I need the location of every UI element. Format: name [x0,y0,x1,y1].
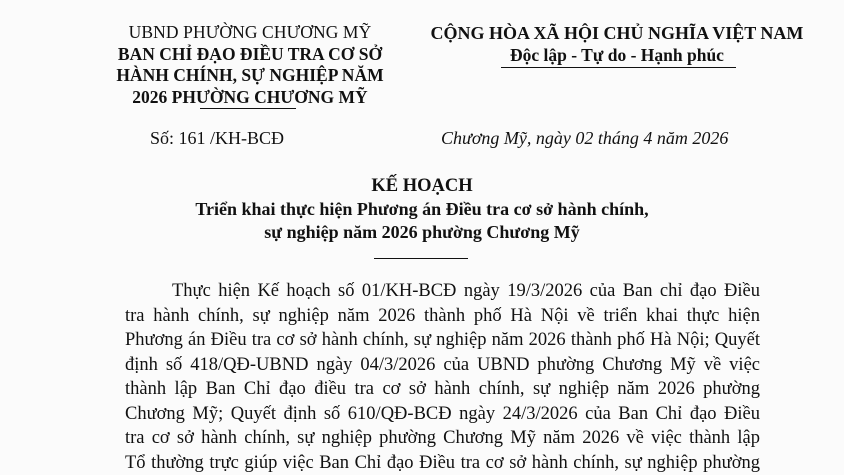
issuing-authority-header [60,22,440,108]
body-line: tra hành chính, sự nghiệp năm 2026 thành phố Hà Nội về triển khai thực hiện [125,305,760,326]
motto-underline [501,67,736,68]
body-line: Thực hiện Kế hoạch số 01/KH-BCĐ ngày 19/3/2026 của Ban chỉ đạo Điều [172,281,760,301]
body-line: định số 418/QĐ-UBND ngày 04/3/2026 của UBND phường Chương Mỹ về việc [125,354,760,375]
body-line: Tổ thường trực giúp việc Ban Chỉ đạo Điều tra cơ sở hành chính, sự nghiệp phường [125,452,760,473]
nation-name: CỘNG HÒA XÃ HỘI CHỦ NGHĨA VIỆT NAM [430,23,804,43]
national-motto: Độc lập - Tự do - Hạnh phúc [510,45,724,65]
national-header [412,22,822,66]
title-underline [374,258,468,259]
document-subtitle-line-2: sự nghiệp năm 2026 phường Chương Mỹ [264,222,580,242]
document-date: Chương Mỹ, ngày 02 tháng 4 năm 2026 [441,128,729,148]
committee-name-line-1: BAN CHỈ ĐẠO ĐIỀU TRA CƠ SỞ [117,43,383,64]
document-subtitle-line-1: Triển khai thực hiện Phương án Điều tra cơ sở hành chính, [195,199,649,219]
document-number: Số: 161 /KH-BCĐ [150,128,285,148]
authority-underline [200,108,296,109]
body-line: thành lập Ban Chỉ đạo điều tra cơ sở hành chính, sự nghiệp năm 2026 phường [125,379,760,399]
body-paragraph [125,279,760,475]
committee-name-line-2: HÀNH CHÍNH, SỰ NGHIỆP NĂM [116,65,384,85]
document-title: KẾ HOẠCH [371,176,473,196]
authority-name: UBND PHƯỜNG CHƯƠNG MỸ [128,22,372,42]
body-line: Phương án Điều tra cơ sở hành chính, sự nghiệp năm 2026 thành phố Hà Nội; Quyết [125,330,760,350]
body-line: tra cơ sở hành chính, sự nghiệp phường Chương Mỹ năm 2026 về việc thành lập [125,428,760,448]
body-line: Chương Mỹ; Quyết định số 610/QĐ-BCĐ ngày 24/3/2026 của Ban Chỉ đạo Điều [125,403,760,424]
committee-name-line-3: 2026 PHƯỜNG CHƯƠNG MỸ [132,86,368,107]
